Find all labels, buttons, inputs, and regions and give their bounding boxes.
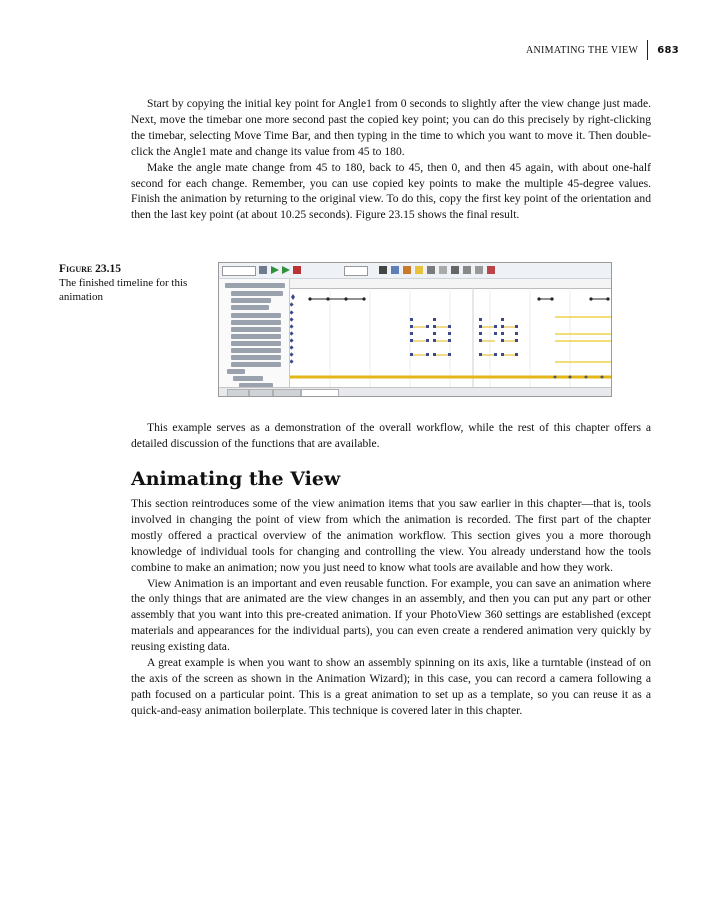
figure-caption-text: The finished timeline for this animation (59, 277, 188, 303)
force-icon (451, 266, 459, 274)
paragraph: This example serves as a demonstration of the overall workflow, while the rest of this chapter offers a detailed discussion of the functions that are available. (131, 421, 651, 450)
contact-icon (463, 266, 471, 274)
tree-row (231, 313, 281, 318)
running-head (526, 40, 679, 60)
figure-toolbar (219, 263, 611, 279)
page-number: 683 (657, 44, 679, 56)
running-head-title: ANIMATING THE VIEW (525, 44, 639, 56)
add-update-key-icon (403, 266, 411, 274)
key-point-icon (379, 266, 387, 274)
tree-row (231, 298, 271, 303)
figure-status-bar (219, 387, 611, 397)
tree-row (231, 305, 269, 310)
intro-text (131, 96, 651, 223)
section-heading: Animating the View (131, 468, 341, 490)
tree-row (231, 291, 283, 296)
paragraph: View Animation is an important and even reusable function. For example, you can save an animation where the only things that are animated are the view changes in an assembly, and then you can put any part or other assembly that you want into this pre-created animation. If your PhotoView 360 settings are established (except materials and appearances for the individual parts), you can even create a rendered animation very quickly by reusing existing data. (131, 576, 651, 654)
timeline-graphic (290, 279, 611, 387)
tree-row (231, 320, 281, 325)
timeline-area (290, 279, 611, 387)
autokey-icon (391, 266, 399, 274)
tree-row (231, 327, 281, 332)
motion-feature-tree (219, 279, 290, 387)
paragraph: Start by copying the initial key point for Angle1 from 0 seconds to slightly after the view change just made. Next, move the timebar one more second past the copied key point; you can do this precisely by right-clicking the timebar, selecting Move Time Bar, and then typing in the time to which you want to move it. Then double-click the Angle1 mate and change its value from 45 to 180. (131, 97, 651, 158)
tree-row (231, 341, 281, 346)
tree-row (231, 348, 281, 353)
motor-icon (415, 266, 423, 274)
paragraph: A great example is when you want to show an assembly spinning on its axis, like a turntable (instead of on the axis of the screen as shown in the Animation Wizard); in this case, you can record a camera following a path focused on a particular point. This is a great animation to set up as a template, so you can reuse it as a quick-and-easy animation boilerplate. This technique is covered later in this chapter. (131, 656, 651, 717)
playback-speed-select (344, 266, 368, 276)
results-icon (487, 266, 495, 274)
figure-label: Figure 23.15 (59, 263, 122, 275)
stop-icon (293, 266, 301, 274)
tree-row (227, 369, 245, 374)
section-text (131, 496, 651, 719)
gravity-icon (475, 266, 483, 274)
damper-icon (439, 266, 447, 274)
animation-tab (273, 389, 301, 397)
running-head-divider (647, 40, 648, 60)
tree-row (233, 376, 263, 381)
model-tab (227, 389, 249, 397)
tree-row (225, 283, 285, 288)
tree-row (231, 334, 281, 339)
paragraph: This section reintroduces some of the view animation items that you saw earlier in this chapter—that is, tools involved in changing the point of view from which the animation is recorded. The first part of the chapter mostly offered a practical overview of the animation workflow. This section gives you a more thorough knowledge of individual tools for changing and controlling the view. You already understand how the tools combine to make an animation; now you just need to know what tools are available and how they work. (131, 497, 651, 574)
calculate-icon (259, 266, 267, 274)
initial-key-points (290, 302, 294, 363)
motion-study-tab (301, 389, 339, 397)
animation-type-select (222, 266, 256, 276)
figure-timeline-screenshot (218, 262, 612, 397)
spring-icon (427, 266, 435, 274)
paragraph: Make the angle mate change from 45 to 180, back to 45, then 0, and then 45 again, with about one-half second for each change. Remember, you can use copied key points to make the multiple 45-degree values. Finish the animation by returning to the original view. To do this, copy the first key point of the orientation and then the last key point (at about 10.25 seconds). Figure 23.15 shows the final result. (131, 160, 651, 222)
play-icon (271, 266, 279, 274)
3d-views-tab (249, 389, 273, 397)
tree-row (231, 355, 281, 360)
play-forward-icon (282, 266, 290, 274)
figure-caption (59, 262, 209, 304)
tree-row (231, 362, 281, 367)
after-figure-text (131, 420, 651, 452)
mate-key-points (410, 318, 518, 356)
